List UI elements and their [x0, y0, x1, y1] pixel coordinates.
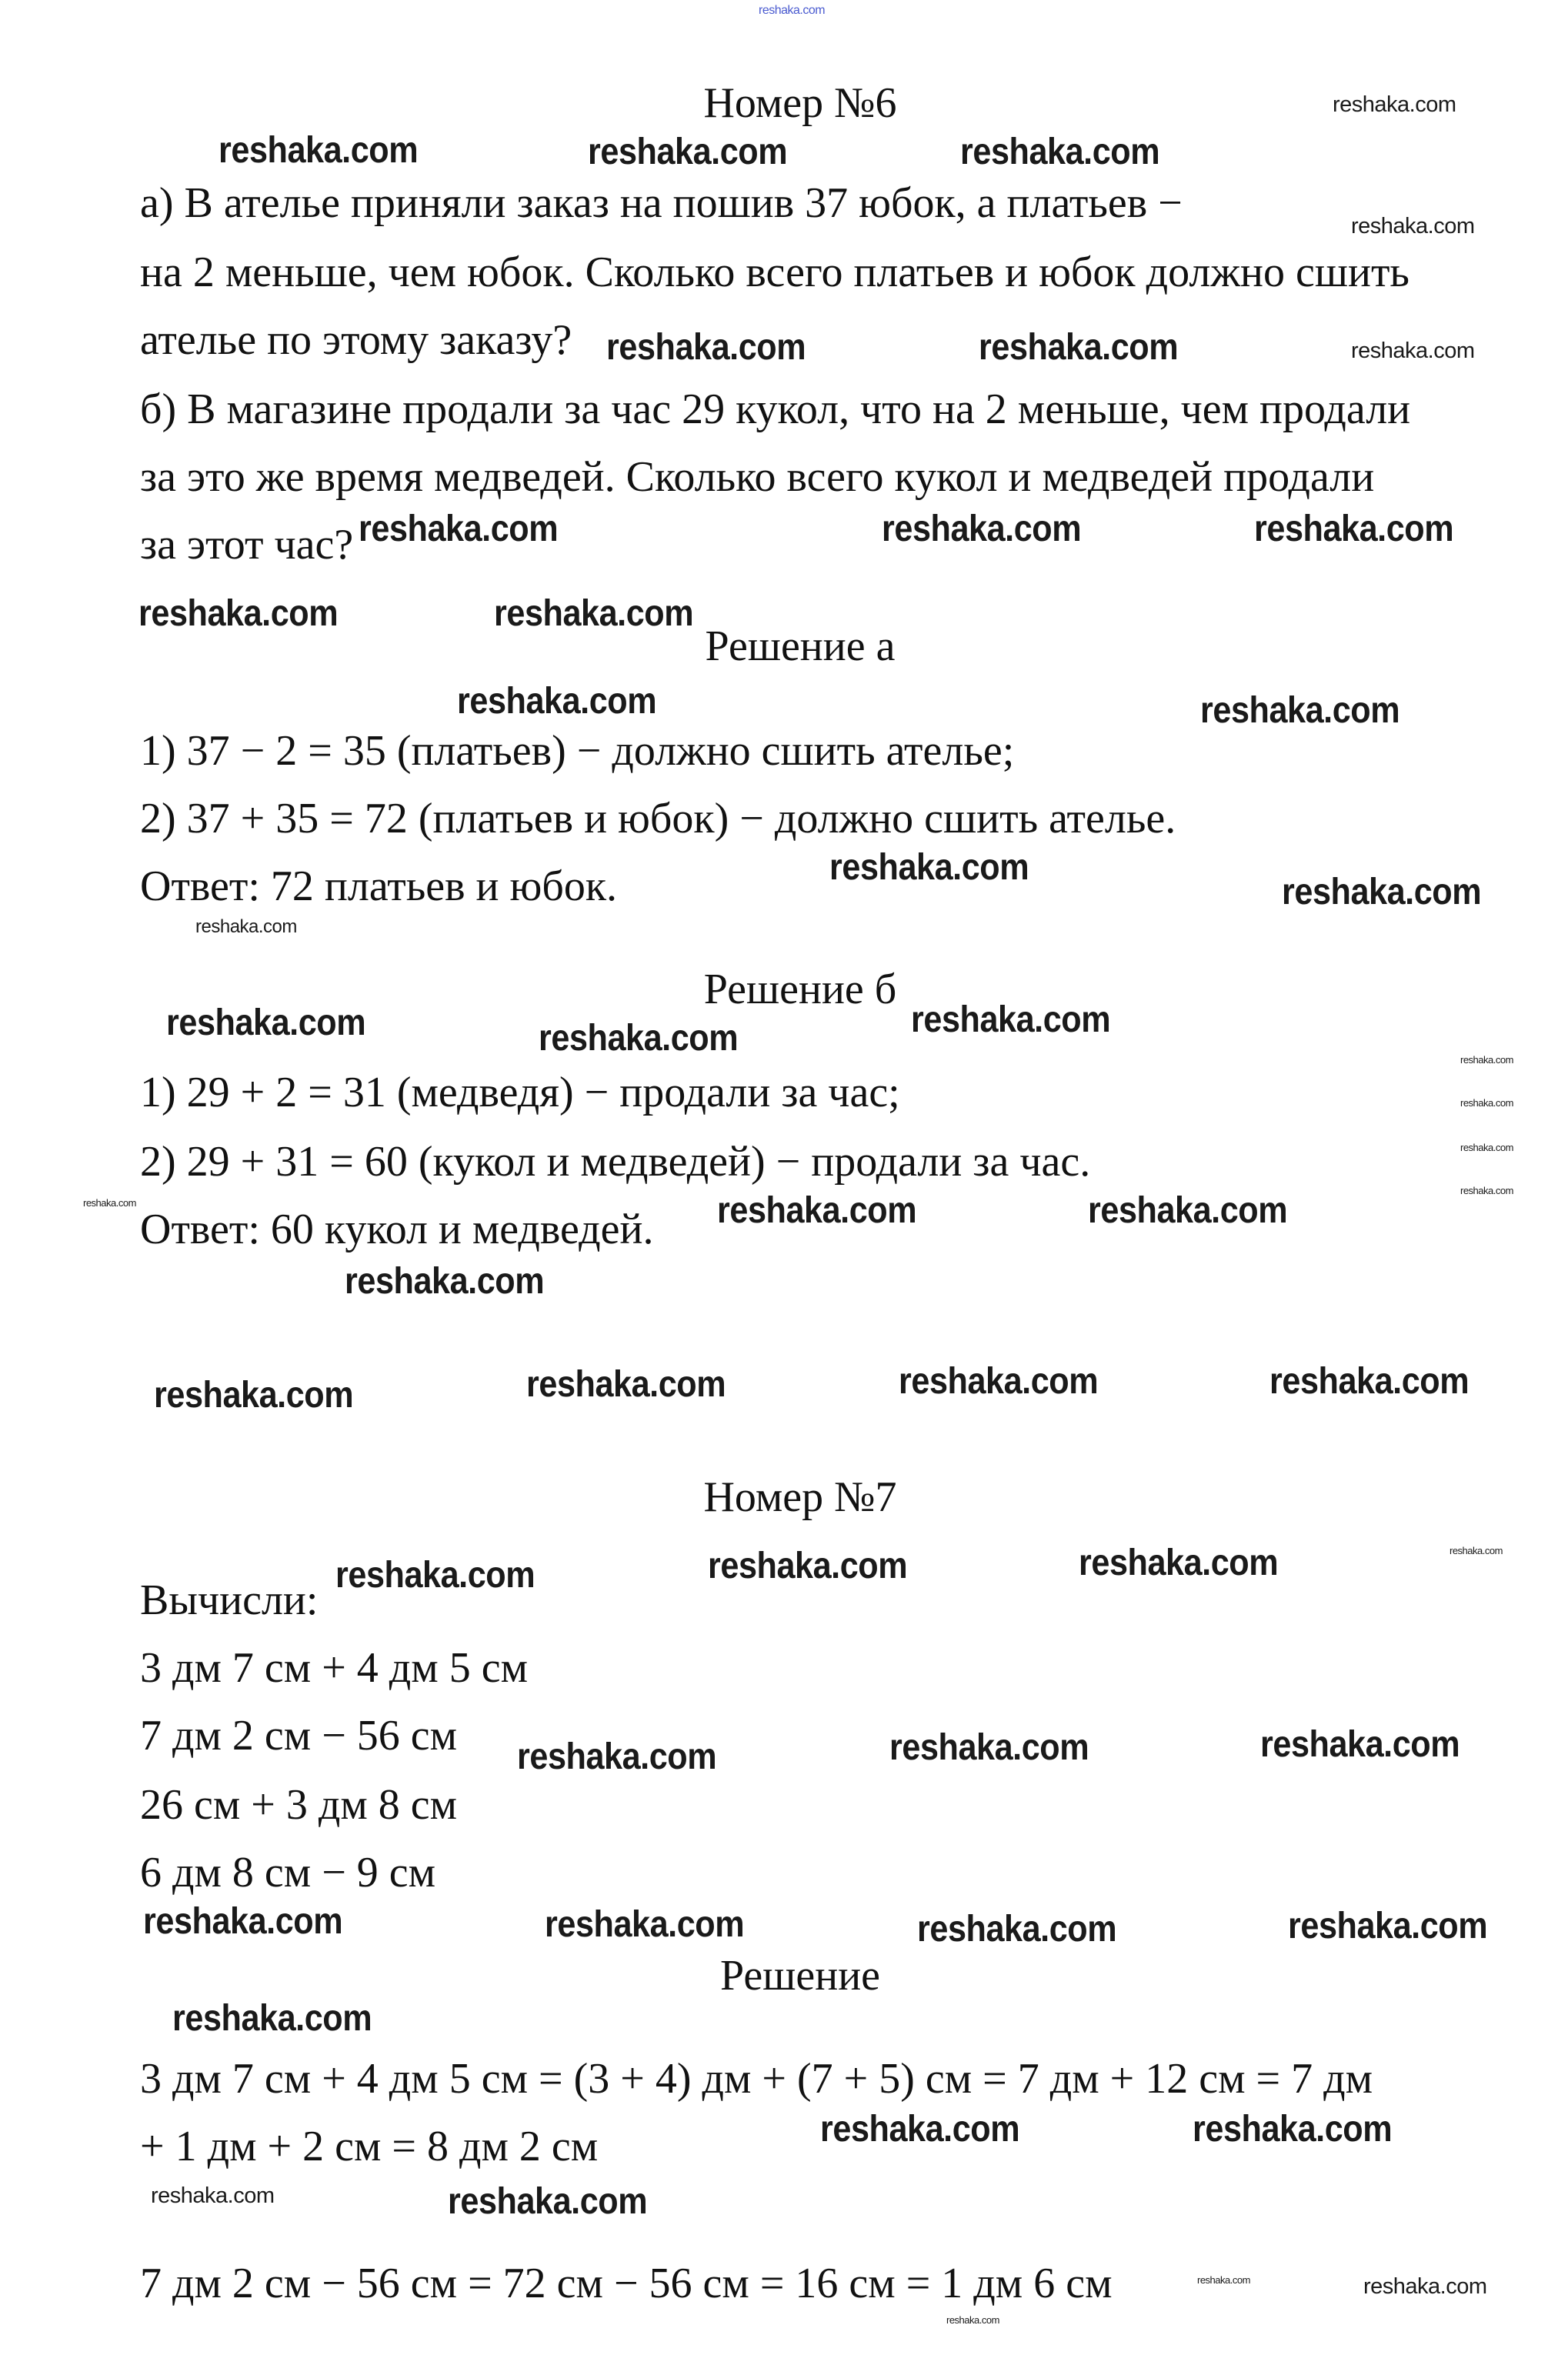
watermark: reshaka.com [172, 1998, 372, 2039]
watermark: reshaka.com [1200, 690, 1400, 731]
solution-b-title: Решение б [703, 966, 897, 1013]
task7-line: 7 дм 2 см − 56 см [140, 1712, 458, 1760]
watermark: reshaka.com [1363, 2274, 1487, 2299]
solution-a-line: 2) 37 + 35 = 72 (платьев и юбок) − должно сшить ателье. [140, 795, 1176, 842]
task7-solution-line: + 1 дм + 2 см = 8 дм 2 см [140, 2123, 599, 2170]
watermark: reshaka.com [545, 1904, 745, 1945]
watermark: reshaka.com [1460, 1054, 1513, 1066]
solution-b-answer: Ответ: 60 кукол и медведей. [140, 1206, 654, 1253]
task6-title: Номер №6 [703, 79, 897, 127]
watermark: reshaka.com [882, 509, 1082, 549]
watermark: reshaka.com [960, 132, 1160, 172]
watermark: reshaka.com [154, 1375, 354, 1416]
watermark: reshaka.com [911, 999, 1111, 1040]
watermark: reshaka.com [1351, 214, 1475, 239]
watermark: reshaka.com [539, 1018, 739, 1059]
task7-line: 26 см + 3 дм 8 см [140, 1781, 458, 1829]
watermark: reshaka.com [359, 509, 559, 549]
watermark: reshaka.com [820, 2109, 1020, 2150]
task6-line: а) В ателье приняли заказ на пошив 37 юбок, а платьев − [140, 179, 1183, 227]
watermark: reshaka.com [1460, 1097, 1513, 1109]
watermark: reshaka.com [588, 132, 788, 172]
watermark: reshaka.com [143, 1901, 343, 1942]
watermark: reshaka.com [899, 1361, 1099, 1402]
watermark: reshaka.com [335, 1555, 535, 1596]
watermark: reshaka.com [1193, 2109, 1393, 2150]
solution-b-line: 2) 29 + 31 = 60 (кукол и медведей) − продали за час. [140, 1138, 1091, 1186]
task7-line: Вычисли: [140, 1576, 319, 1624]
watermark: reshaka.com [494, 593, 694, 634]
watermark: reshaka.com [219, 130, 419, 171]
watermark: reshaka.com [1254, 509, 1454, 549]
watermark: reshaka.com [526, 1364, 726, 1405]
solution-a-title: Решение а [705, 622, 896, 670]
task6-line: ателье по этому заказу? [140, 316, 572, 364]
watermark: reshaka.com [1282, 872, 1482, 912]
watermark: reshaka.com [946, 2314, 999, 2326]
watermark: reshaka.com [1351, 339, 1475, 363]
watermark: reshaka.com [345, 1261, 545, 1302]
watermark: reshaka.com [1288, 1906, 1488, 1946]
watermark: reshaka.com [1460, 1185, 1513, 1196]
watermark: reshaka.com [1333, 92, 1456, 117]
watermark: reshaka.com [448, 2181, 648, 2222]
watermark: reshaka.com [1269, 1361, 1470, 1402]
watermark: reshaka.com [151, 2183, 275, 2208]
watermark-top: reshaka.com [759, 4, 826, 17]
task7-solution-line: 3 дм 7 см + 4 дм 5 см = (3 + 4) дм + (7 + 5) см = 7 дм + 12 см = 7 дм [140, 2055, 1373, 2103]
watermark: reshaka.com [1079, 1543, 1279, 1583]
task7-line: 3 дм 7 см + 4 дм 5 см [140, 1644, 529, 1692]
task7-line: 6 дм 8 см − 9 см [140, 1849, 436, 1896]
task6-line: за этот час? [140, 521, 354, 569]
task7-solution-line: 7 дм 2 см − 56 см = 72 см − 56 см = 16 см = 1 дм 6 см [140, 2260, 1113, 2307]
task7-title: Номер №7 [703, 1473, 897, 1521]
watermark: reshaka.com [1088, 1190, 1288, 1231]
task6-line: на 2 меньше, чем юбок. Сколько всего платьев и юбок должно сшить [140, 249, 1410, 296]
watermark: reshaka.com [138, 593, 339, 634]
watermark: reshaka.com [1450, 1545, 1503, 1556]
watermark: reshaka.com [717, 1190, 917, 1231]
watermark: reshaka.com [1260, 1724, 1460, 1765]
solution-b-line: 1) 29 + 2 = 31 (медведя) − продали за час; [140, 1069, 900, 1116]
task7-solution-title: Решение [719, 1952, 881, 2000]
solution-a-answer: Ответ: 72 платьев и юбок. [140, 862, 618, 910]
watermark: reshaka.com [606, 327, 806, 368]
watermark: reshaka.com [457, 681, 657, 722]
task6-line: за это же время медведей. Сколько всего кукол и медведей продали [140, 453, 1375, 501]
watermark: reshaka.com [517, 1736, 717, 1777]
watermark: reshaka.com [917, 1909, 1117, 1950]
watermark: reshaka.com [1460, 1142, 1513, 1153]
watermark: reshaka.com [83, 1197, 136, 1209]
watermark: reshaka.com [195, 916, 297, 937]
solution-a-line: 1) 37 − 2 = 35 (платьев) − должно сшить ателье; [140, 727, 1015, 775]
watermark: reshaka.com [166, 1002, 366, 1043]
watermark: reshaka.com [979, 327, 1179, 368]
task6-line: б) В магазине продали за час 29 кукол, что на 2 меньше, чем продали [140, 385, 1411, 433]
watermark: reshaka.com [889, 1727, 1089, 1768]
watermark: reshaka.com [829, 847, 1029, 888]
watermark: reshaka.com [708, 1546, 908, 1586]
watermark: reshaka.com [1197, 2274, 1250, 2286]
